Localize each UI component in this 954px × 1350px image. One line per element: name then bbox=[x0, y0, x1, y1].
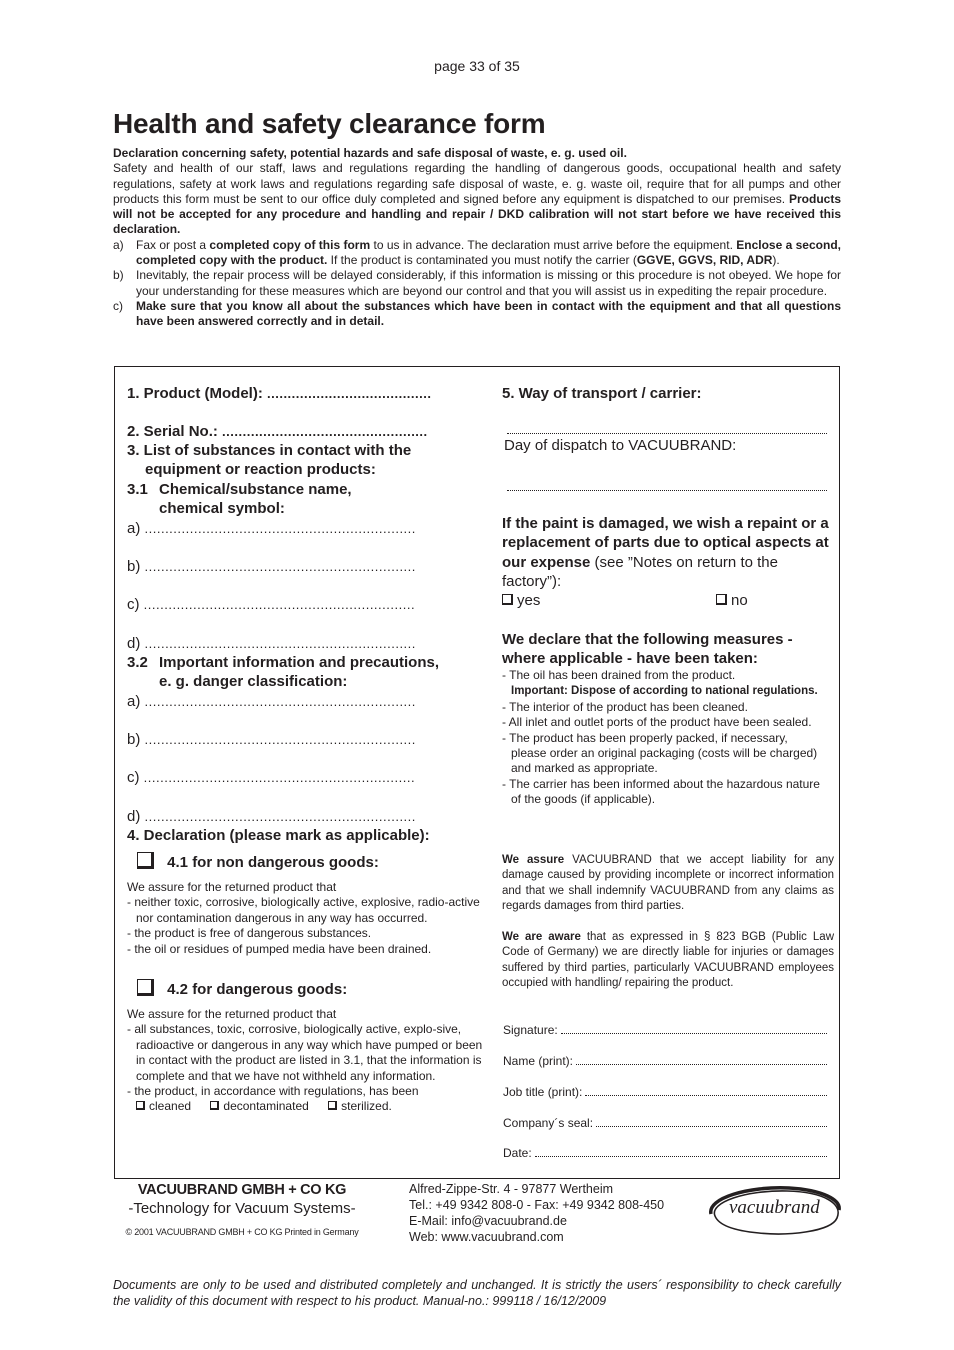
bullet: - the oil or residues of pumped media have been drained. bbox=[127, 941, 432, 956]
product-label: 1. Product (Model): bbox=[127, 385, 263, 402]
dots: .................................................................. bbox=[143, 597, 416, 612]
phone: Tel.: +49 9342 808-0 - Fax: +49 9342 808-450 bbox=[409, 1198, 665, 1212]
bold-text: completed copy of this form bbox=[209, 237, 371, 252]
item-marker: a) bbox=[113, 237, 124, 252]
measure-item: - The carrier has been informed about the hazardous nature of the goods (if applicable). bbox=[502, 776, 820, 807]
dots: .................................................................. bbox=[143, 770, 416, 785]
serial-label: 2. Serial No.: bbox=[127, 423, 218, 440]
website[interactable]: Web: www.vacuubrand.com bbox=[409, 1230, 564, 1244]
disclaimer: Documents are only to be used and distributed completely and unchanged. It is strictly the users´ responsibility to check carefully the validity of this document with respect to his product. Manual-no.: 999118 / 16/12/2009 bbox=[113, 1278, 841, 1308]
field-label: Signature: bbox=[503, 1023, 558, 1037]
section-41-body bbox=[127, 880, 483, 957]
text: to us in advance. The declaration must arrive before the equipment. bbox=[370, 237, 737, 252]
input-line[interactable] bbox=[535, 1155, 827, 1157]
address: Alfred-Zippe-Str. 4 - 97877 Wertheim bbox=[409, 1182, 614, 1196]
item-marker: c) bbox=[127, 596, 140, 613]
section-32-heading bbox=[127, 653, 439, 691]
precaution-d-field[interactable] bbox=[127, 808, 416, 825]
field-label: Date: bbox=[503, 1146, 532, 1160]
company-seal-field[interactable] bbox=[503, 1116, 827, 1130]
bullet: - neither toxic, corrosive, biologically active, explosive, radio-active nor contamination dangerous in any way has occurred. bbox=[127, 895, 480, 925]
section-42-label: 4.2 for dangerous goods: bbox=[167, 981, 348, 998]
option-label: decontaminated bbox=[223, 1099, 309, 1114]
intro-item-a bbox=[113, 238, 841, 269]
item-marker: c) bbox=[113, 298, 123, 313]
vacuubrand-logo bbox=[707, 1186, 841, 1243]
item-marker: d) bbox=[127, 808, 141, 825]
section-32-line2: e. g. danger classification: bbox=[159, 673, 348, 690]
measures-heading: We declare that the following measures - where applicable - have been taken: bbox=[502, 631, 793, 667]
measure-item: - The product has been properly packed, if necessary, please order an original packaging (costs will be charged) and marked as appropriate. bbox=[502, 730, 818, 776]
checkbox-icon[interactable] bbox=[210, 1101, 219, 1110]
intro-item-b bbox=[113, 268, 841, 299]
logo-text: vacuubrand bbox=[729, 1197, 820, 1218]
transport-heading: 5. Way of transport / carrier: bbox=[502, 385, 702, 402]
bullet: - the product, in accordance with regulations, has been bbox=[127, 1084, 419, 1099]
email[interactable]: E-Mail: info@vacuubrand.de bbox=[409, 1214, 567, 1228]
item-text: Inevitably, the repair process will be delayed considerably, if this information is missing or this procedure is not obeyed. We hope for your understanding for these measures which are beyond our control and that you will assist us in expediting the repair procedure. bbox=[136, 268, 841, 298]
section-3-line1: 3. List of substances in contact with the bbox=[127, 442, 412, 459]
option-cleaned[interactable] bbox=[136, 1099, 191, 1113]
item-marker: b) bbox=[127, 731, 141, 748]
substance-d-field[interactable] bbox=[127, 635, 416, 652]
dots: .................................................................. bbox=[144, 521, 416, 536]
section-31-line2: chemical symbol: bbox=[159, 500, 285, 517]
text: If the product is contaminated you must notify the carrier ( bbox=[327, 253, 637, 268]
section-41-intro: We assure for the returned product that bbox=[127, 880, 337, 894]
assure-bold: We assure bbox=[502, 854, 565, 866]
option-decontaminated[interactable] bbox=[210, 1099, 308, 1113]
job-title-field[interactable] bbox=[503, 1085, 827, 1099]
section-31-line1: Chemical/substance name, bbox=[159, 481, 352, 498]
dots: .................................................................. bbox=[144, 809, 416, 824]
option-sterilized[interactable] bbox=[328, 1099, 392, 1113]
assure-text: VACUUBRAND that we accept liability for any damage caused by providing incomplete or incorrect information and that we shall indemnify VACUUBRAND from any claims as regards damages from third parties. bbox=[502, 854, 834, 913]
no-label: no bbox=[731, 592, 748, 609]
input-line[interactable] bbox=[596, 1125, 827, 1127]
footer-company bbox=[114, 1181, 370, 1237]
dots: .................................................................. bbox=[144, 694, 416, 709]
field-label: Name (print): bbox=[503, 1054, 574, 1068]
serial-field[interactable] bbox=[127, 422, 428, 441]
checkbox-icon[interactable] bbox=[716, 594, 727, 605]
section-42-intro: We assure for the returned product that bbox=[127, 1007, 337, 1021]
measures-list bbox=[502, 668, 822, 808]
substance-c-field[interactable] bbox=[127, 596, 415, 613]
company-name: VACUUBRAND GMBH + CO KG bbox=[137, 1182, 347, 1198]
field-label: Company´s seal: bbox=[503, 1116, 594, 1130]
section-3-line2: equipment or reaction products: bbox=[145, 461, 376, 478]
company-tagline: -Technology for Vacuum Systems- bbox=[128, 1200, 356, 1217]
item-marker: c) bbox=[127, 769, 140, 786]
paint-bold: If the paint is damaged, we wish a repaint or a replacement of parts due to optical aspects at our expense bbox=[502, 515, 829, 571]
measure-important: Important: Dispose of according to national regulations. bbox=[511, 685, 818, 698]
page-indicator: page 33 of 35 bbox=[434, 58, 520, 74]
copyright: © 2001 VACUUBRAND GMBH + CO KG Printed in Germany bbox=[125, 1227, 359, 1237]
section-42-body bbox=[127, 1007, 485, 1115]
form-box bbox=[114, 366, 840, 1179]
bullet: - the product is free of dangerous substances. bbox=[127, 926, 372, 941]
bold-text: Enclose a second, completed copy with the product. bbox=[136, 237, 841, 268]
precaution-c-field[interactable] bbox=[127, 769, 415, 786]
dots: .................................................................. bbox=[144, 636, 416, 651]
paint-normal: (see ”Notes on return to the factory”): bbox=[502, 553, 778, 591]
footer-contact bbox=[409, 1181, 664, 1245]
date-field[interactable] bbox=[503, 1146, 827, 1160]
precaution-b-field[interactable] bbox=[127, 731, 416, 748]
measure-item bbox=[502, 668, 822, 700]
paint-yes-option[interactable] bbox=[502, 592, 540, 609]
section-31-heading bbox=[127, 480, 352, 518]
precaution-a-field[interactable] bbox=[127, 693, 416, 710]
measure-item: - The interior of the product has been cleaned. bbox=[502, 699, 748, 714]
section-32-num: 3.2 bbox=[127, 654, 148, 671]
intro-item-c bbox=[113, 299, 841, 330]
text: ). bbox=[772, 253, 780, 268]
option-label: sterilized. bbox=[341, 1099, 392, 1114]
bullet: - all substances, toxic, corrosive, biologically active, explo-sive, radioactive or dangerous in any way which have pumped or been in contact with the product are listed in 3.1, that the information is complete and that we have not withheld any information. bbox=[127, 1022, 483, 1083]
serial-dots: .................................................. bbox=[222, 424, 428, 439]
section-41-label: 4.1 for non dangerous goods: bbox=[167, 854, 379, 871]
text: Fax or post a bbox=[136, 237, 210, 252]
paint-statement bbox=[502, 514, 834, 592]
item-marker: b) bbox=[113, 268, 124, 283]
measure-item: - All inlet and outlet ports of the product have been sealed. bbox=[502, 715, 812, 730]
checkbox-non-dangerous[interactable] bbox=[137, 852, 154, 869]
item-marker: a) bbox=[127, 520, 141, 537]
intro-paragraph-bold: Products will not be accepted for any procedure and handling and repair / DKD calibration will not start before we have received this declaration. bbox=[113, 191, 841, 237]
dispatch-label: Day of dispatch to VACUUBRAND: bbox=[504, 437, 737, 454]
item-marker: d) bbox=[127, 635, 141, 652]
signature-field[interactable] bbox=[503, 1023, 827, 1037]
dispatch-input-line[interactable] bbox=[507, 490, 827, 491]
checkbox-icon[interactable] bbox=[502, 594, 513, 605]
substance-b-field[interactable] bbox=[127, 558, 416, 575]
name-print-field[interactable] bbox=[503, 1054, 827, 1068]
intro-section bbox=[113, 146, 841, 330]
paint-no-option[interactable] bbox=[716, 592, 748, 609]
measure-text: - The oil has been drained from the product. bbox=[502, 668, 736, 682]
input-line[interactable] bbox=[576, 1063, 827, 1065]
bold-text: GGVE, GGVS, RID, ADR bbox=[636, 253, 773, 268]
checkbox-dangerous[interactable] bbox=[137, 979, 154, 996]
checkbox-icon[interactable] bbox=[136, 1101, 145, 1110]
transport-input-line[interactable] bbox=[507, 433, 827, 434]
dots: .................................................................. bbox=[144, 559, 416, 574]
aware-text: that as expressed in § 823 BGB (Public Law Code of Germany) we are directly liable for injuries or damages suffered by third parties, particularly VACUUBRAND employees occupied with handling/ repairing the product. bbox=[502, 931, 834, 990]
yes-label: yes bbox=[517, 592, 541, 609]
item-marker: b) bbox=[127, 558, 141, 575]
field-label: Job title (print): bbox=[503, 1085, 583, 1099]
intro-paragraph: Safety and health of our staff, laws and regulations regarding the handling of dangerous goods, occupational health and safety regulations, safety at work laws and regulations regarding safe disposal of waste, e. g. waste oil, require that for all pumps and other products this form must be sent to our office duly completed and signed before any equipment is dispatched to our premises. bbox=[113, 161, 841, 206]
input-line[interactable] bbox=[561, 1032, 827, 1034]
aware-statement bbox=[502, 930, 834, 992]
checkbox-icon[interactable] bbox=[328, 1101, 337, 1110]
product-field[interactable] bbox=[127, 384, 431, 403]
section-4-heading: 4. Declaration (please mark as applicable): bbox=[127, 827, 430, 844]
page-title: Health and safety clearance form bbox=[113, 108, 546, 139]
dots: .................................................................. bbox=[144, 732, 416, 747]
option-label: cleaned bbox=[149, 1099, 192, 1114]
section-31-num: 3.1 bbox=[127, 481, 148, 498]
section-41-option[interactable] bbox=[137, 852, 379, 872]
intro-subtitle: Declaration concerning safety, potential hazards and safe disposal of waste, e. g. used oil. bbox=[113, 146, 627, 160]
section-3-heading bbox=[127, 441, 411, 479]
input-line[interactable] bbox=[585, 1094, 827, 1096]
assure-statement bbox=[502, 853, 834, 915]
section-32-line1: Important information and precautions, bbox=[159, 654, 440, 671]
section-42-option[interactable] bbox=[137, 979, 347, 999]
item-text: Make sure that you know all about the substances which have been in contact with the equipment and that all questions have been answered correctly and in detail. bbox=[136, 298, 841, 329]
aware-bold: We are aware bbox=[502, 931, 581, 943]
substance-a-field[interactable] bbox=[127, 520, 416, 537]
item-marker: a) bbox=[127, 693, 141, 710]
product-dots: ........................................ bbox=[267, 386, 432, 401]
